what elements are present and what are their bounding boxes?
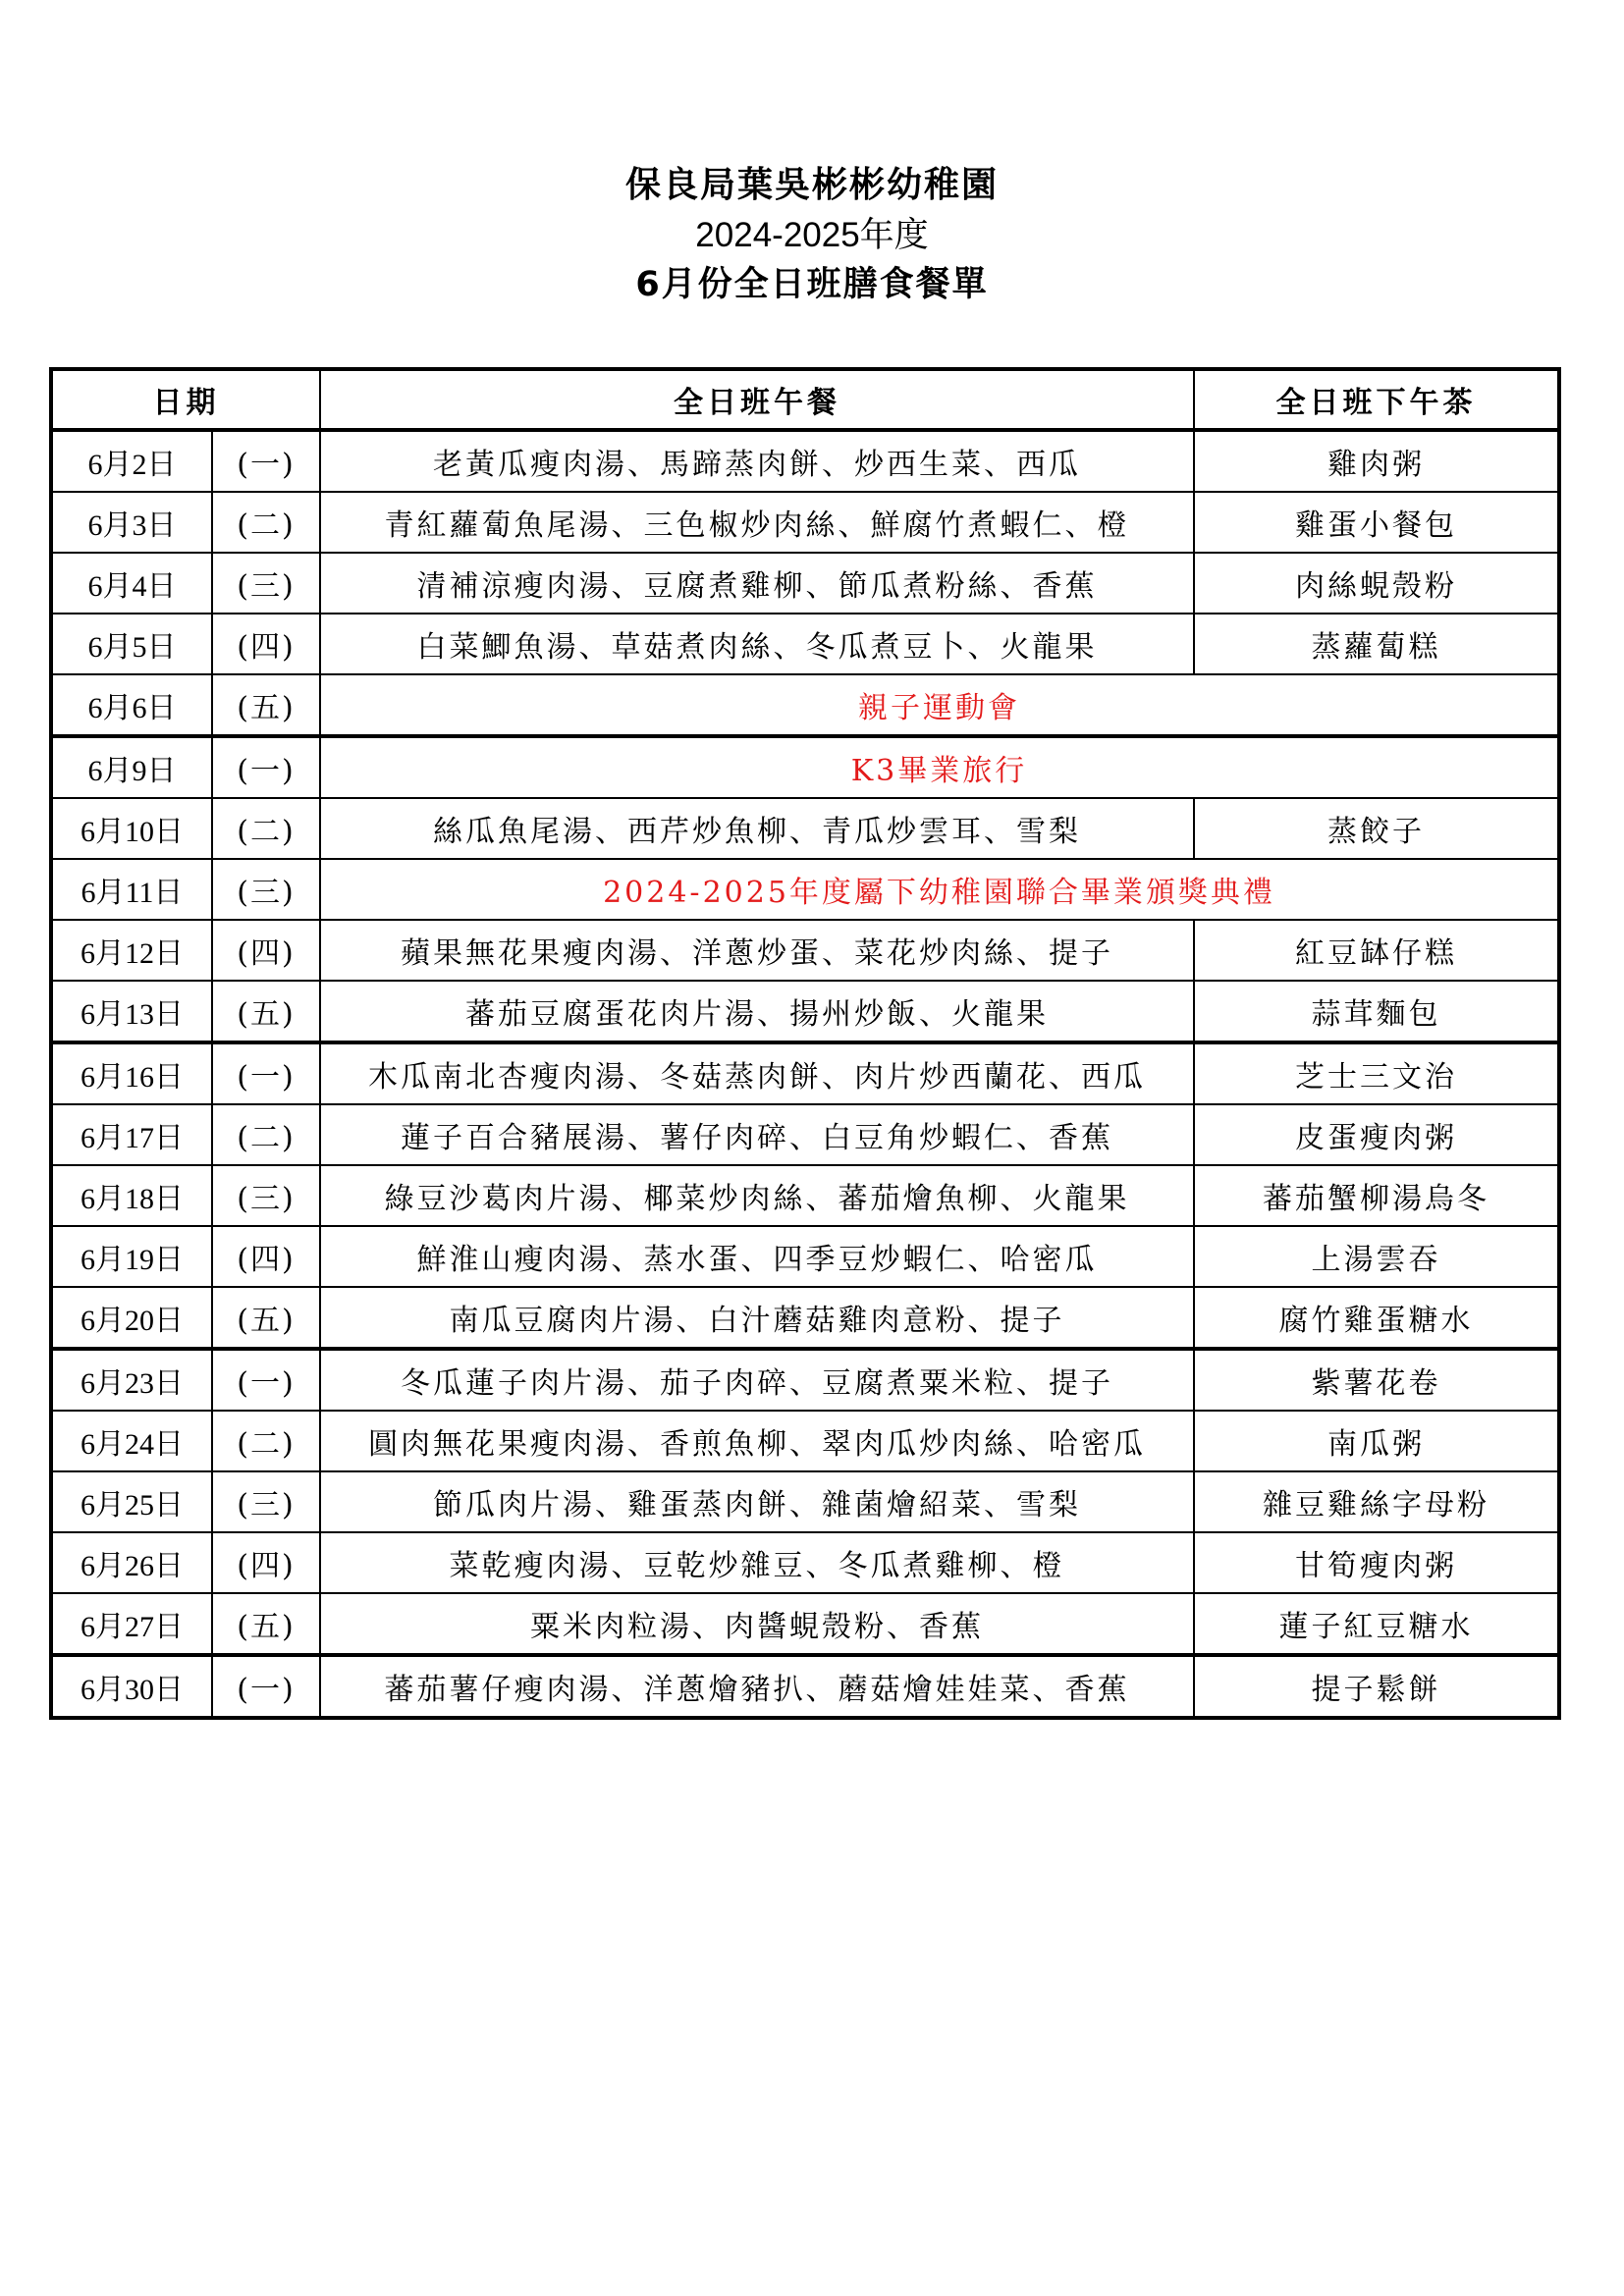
weekday-cell: (三) [212, 1471, 320, 1532]
tea-cell: 雜豆雞絲字母粉 [1194, 1471, 1559, 1532]
tea-cell: 上湯雲吞 [1194, 1226, 1559, 1287]
date-column-header: 日期 [51, 369, 320, 430]
table-row [51, 1287, 1559, 1349]
date-cell: 6月4日 [51, 553, 212, 614]
tea-cell: 雞蛋小餐包 [1194, 492, 1559, 553]
event-cell: K3畢業旅行 [320, 736, 1559, 798]
table-row [51, 981, 1559, 1042]
lunch-cell: 菜乾瘦肉湯、豆乾炒雜豆、冬瓜煮雞柳、橙 [320, 1532, 1194, 1593]
lunch-cell: 白菜鯽魚湯、草菇煮肉絲、冬瓜煮豆卜、火龍果 [320, 614, 1194, 674]
lunch-cell: 蓮子百合豬展湯、薯仔肉碎、白豆角炒蝦仁、香蕉 [320, 1104, 1194, 1165]
table-row [51, 1593, 1559, 1655]
table-row [51, 920, 1559, 981]
lunch-cell: 鮮淮山瘦肉湯、蒸水蛋、四季豆炒蝦仁、哈密瓜 [320, 1226, 1194, 1287]
table-row [51, 1471, 1559, 1532]
weekday-cell: (三) [212, 553, 320, 614]
tea-cell: 芝士三文治 [1194, 1042, 1559, 1104]
lunch-cell: 綠豆沙葛肉片湯、椰菜炒肉絲、蕃茄燴魚柳、火龍果 [320, 1165, 1194, 1226]
date-cell: 6月3日 [51, 492, 212, 553]
tea-cell: 雞肉粥 [1194, 430, 1559, 492]
table-row [51, 1165, 1559, 1226]
weekday-cell: (四) [212, 614, 320, 674]
lunch-cell: 蕃茄薯仔瘦肉湯、洋蔥燴豬扒、蘑菇燴娃娃菜、香蕉 [320, 1655, 1194, 1718]
school-name: 保良局葉吳彬彬幼稚園 [624, 165, 999, 205]
table-row [51, 1655, 1559, 1718]
date-cell: 6月20日 [51, 1287, 212, 1349]
weekday-cell: (三) [212, 1165, 320, 1226]
tea-cell: 肉絲蜆殼粉 [1194, 553, 1559, 614]
date-cell: 6月26日 [51, 1532, 212, 1593]
lunch-cell: 粟米肉粒湯、肉醬蜆殼粉、香蕉 [320, 1593, 1194, 1655]
weekday-cell: (四) [212, 1532, 320, 1593]
table-row [51, 1532, 1559, 1593]
table-row [51, 859, 1559, 920]
tea-column-header: 全日班下午茶 [1194, 369, 1559, 430]
weekday-cell: (一) [212, 1655, 320, 1718]
table-row [51, 674, 1559, 736]
date-cell: 6月17日 [51, 1104, 212, 1165]
weekday-cell: (五) [212, 981, 320, 1042]
date-cell: 6月23日 [51, 1349, 212, 1411]
date-cell: 6月9日 [51, 736, 212, 798]
lunch-cell: 絲瓜魚尾湯、西芹炒魚柳、青瓜炒雲耳、雪梨 [320, 798, 1194, 859]
weekday-cell: (二) [212, 798, 320, 859]
table-row [51, 736, 1559, 798]
table-row [51, 1226, 1559, 1287]
tea-cell: 紅豆缽仔糕 [1194, 920, 1559, 981]
lunch-cell: 圓肉無花果瘦肉湯、香煎魚柳、翠肉瓜炒肉絲、哈密瓜 [320, 1411, 1194, 1471]
tea-cell: 提子鬆餅 [1194, 1655, 1559, 1718]
tea-cell: 紫薯花卷 [1194, 1349, 1559, 1411]
table-row [51, 1411, 1559, 1471]
date-cell: 6月6日 [51, 674, 212, 736]
header-row [51, 369, 1559, 430]
tea-cell: 蒜茸麵包 [1194, 981, 1559, 1042]
lunch-cell: 冬瓜蓮子肉片湯、茄子肉碎、豆腐煮粟米粒、提子 [320, 1349, 1194, 1411]
date-cell: 6月11日 [51, 859, 212, 920]
tea-cell: 蓮子紅豆糖水 [1194, 1593, 1559, 1655]
event-cell: 親子運動會 [320, 674, 1559, 736]
lunch-cell: 清補涼瘦肉湯、豆腐煮雞柳、節瓜煮粉絲、香蕉 [320, 553, 1194, 614]
tea-cell: 皮蛋瘦肉粥 [1194, 1104, 1559, 1165]
school-year: 2024-2025年度 [695, 216, 929, 254]
date-cell: 6月13日 [51, 981, 212, 1042]
date-cell: 6月30日 [51, 1655, 212, 1718]
menu-title: 6月份全日班膳食餐單 [635, 265, 989, 304]
date-cell: 6月24日 [51, 1411, 212, 1471]
weekday-cell: (四) [212, 1226, 320, 1287]
table-row [51, 492, 1559, 553]
weekday-cell: (五) [212, 1287, 320, 1349]
lunch-cell: 青紅蘿蔔魚尾湯、三色椒炒肉絲、鮮腐竹煮蝦仁、橙 [320, 492, 1194, 553]
tea-cell: 甘筍瘦肉粥 [1194, 1532, 1559, 1593]
lunch-cell: 南瓜豆腐肉片湯、白汁蘑菇雞肉意粉、提子 [320, 1287, 1194, 1349]
table-row [51, 1104, 1559, 1165]
date-cell: 6月25日 [51, 1471, 212, 1532]
date-cell: 6月18日 [51, 1165, 212, 1226]
weekday-cell: (二) [212, 1411, 320, 1471]
weekday-cell: (三) [212, 859, 320, 920]
date-cell: 6月16日 [51, 1042, 212, 1104]
tea-cell: 南瓜粥 [1194, 1411, 1559, 1471]
weekday-cell: (一) [212, 1349, 320, 1411]
weekday-cell: (一) [212, 1042, 320, 1104]
date-cell: 6月12日 [51, 920, 212, 981]
tea-cell: 蒸蘿蔔糕 [1194, 614, 1559, 674]
table-row [51, 553, 1559, 614]
lunch-cell: 節瓜肉片湯、雞蛋蒸肉餅、雜菌燴紹菜、雪梨 [320, 1471, 1194, 1532]
weekday-cell: (一) [212, 736, 320, 798]
date-cell: 6月5日 [51, 614, 212, 674]
table-row [51, 798, 1559, 859]
weekday-cell: (四) [212, 920, 320, 981]
table-row [51, 1042, 1559, 1104]
weekday-cell: (二) [212, 492, 320, 553]
lunch-cell: 木瓜南北杏瘦肉湯、冬菇蒸肉餅、肉片炒西蘭花、西瓜 [320, 1042, 1194, 1104]
date-cell: 6月10日 [51, 798, 212, 859]
tea-cell: 蒸餃子 [1194, 798, 1559, 859]
menu-body [51, 430, 1559, 1718]
tea-cell: 腐竹雞蛋糖水 [1194, 1287, 1559, 1349]
table-row [51, 1349, 1559, 1411]
weekday-cell: (五) [212, 674, 320, 736]
lunch-cell: 老黃瓜瘦肉湯、馬蹄蒸肉餅、炒西生菜、西瓜 [320, 430, 1194, 492]
date-cell: 6月19日 [51, 1226, 212, 1287]
menu-table [49, 367, 1561, 1720]
tea-cell: 蕃茄蟹柳湯烏冬 [1194, 1165, 1559, 1226]
event-cell: 2024-2025年度屬下幼稚園聯合畢業頒獎典禮 [320, 859, 1559, 920]
weekday-cell: (一) [212, 430, 320, 492]
lunch-cell: 蕃茄豆腐蛋花肉片湯、揚州炒飯、火龍果 [320, 981, 1194, 1042]
lunch-column-header: 全日班午餐 [320, 369, 1194, 430]
date-cell: 6月2日 [51, 430, 212, 492]
date-cell: 6月27日 [51, 1593, 212, 1655]
table-row [51, 430, 1559, 492]
lunch-cell: 蘋果無花果瘦肉湯、洋蔥炒蛋、菜花炒肉絲、提子 [320, 920, 1194, 981]
weekday-cell: (二) [212, 1104, 320, 1165]
table-row [51, 614, 1559, 674]
weekday-cell: (五) [212, 1593, 320, 1655]
